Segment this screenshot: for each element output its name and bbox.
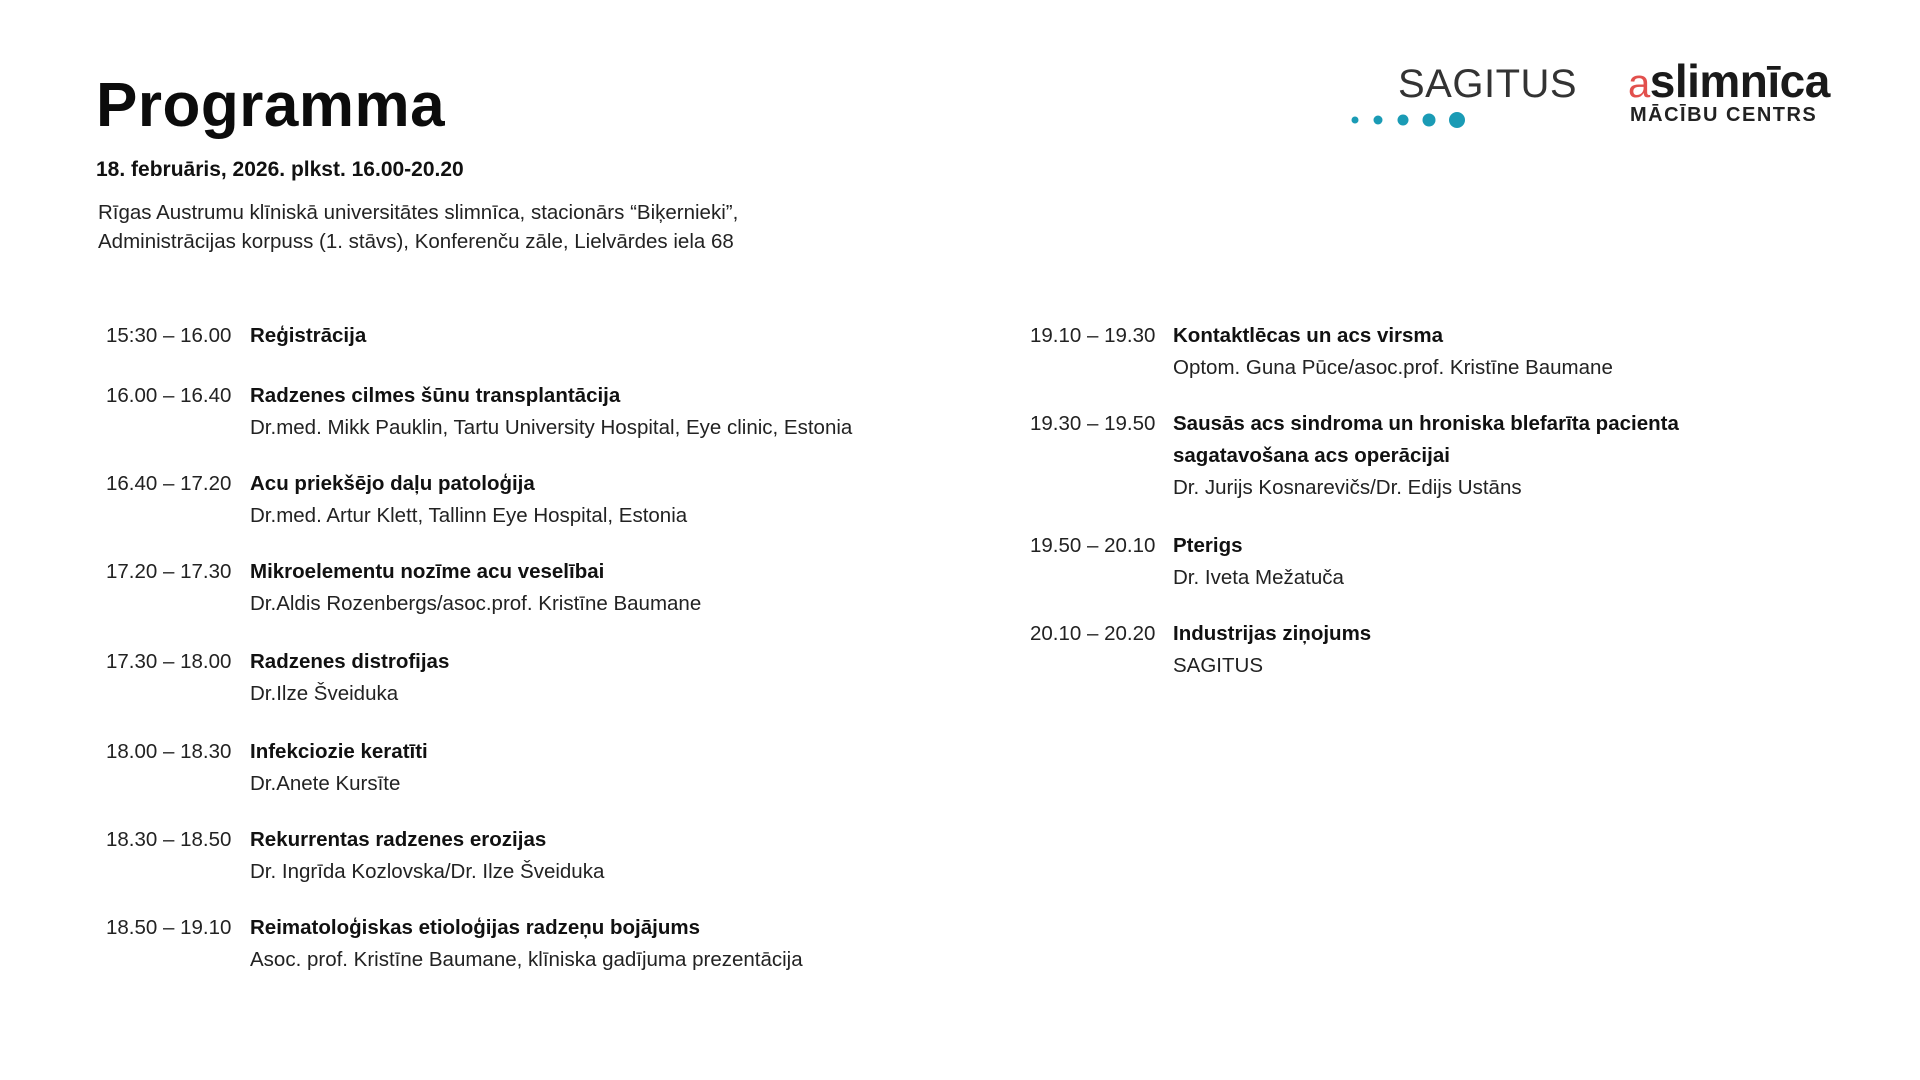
session-time: 18.30 – 18.50 [106,828,232,851]
schedule-row [106,320,366,352]
session-time: 19.50 – 20.10 [1030,534,1156,557]
session-topic: Mikroelementu nozīme acu veselībai [250,560,605,583]
session-speaker: Dr.med. Artur Klett, Tallinn Eye Hospital, Estonia [250,504,688,527]
event-venue [98,198,738,256]
session-speaker: Dr.Aldis Rozenbergs/asoc.prof. Kristīne Baumane [250,592,702,615]
session-topic: Pterigs [1173,534,1243,557]
session-time: 15:30 – 16.00 [106,324,232,347]
sagitus-logo-word: SAGITUS [1398,62,1578,106]
slimnica-logo-main [1628,54,1830,108]
slimnica-logo-sub: MĀCĪBU CENTRS [1630,104,1818,126]
session-topic: Infekciozie keratīti [250,740,428,763]
schedule-row [1030,408,1679,504]
slimnica-logo-a: a [1628,62,1650,106]
session-speaker: Dr.med. Mikk Pauklin, Tartu University Hospital, Eye clinic, Estonia [250,416,853,439]
session-time: 16.40 – 17.20 [106,472,232,495]
schedule-row [106,468,687,532]
schedule-row [106,824,604,888]
session-speaker: Dr. Iveta Mežatuča [1173,566,1344,589]
session-topic: Radzenes distrofijas [250,650,450,673]
session-time: 17.30 – 18.00 [106,650,232,673]
schedule-row [1030,320,1613,384]
schedule-row [106,646,449,710]
session-topic: Radzenes cilmes šūnu transplantācija [250,384,621,407]
session-topic: Acu priekšējo daļu patoloģija [250,472,535,495]
schedule-row [106,736,428,800]
session-time: 19.30 – 19.50 [1030,412,1156,435]
session-time: 18.00 – 18.30 [106,740,232,763]
schedule-row [106,912,803,976]
session-speaker: Dr. Ingrīda Kozlovska/Dr. Ilze Šveiduka [250,860,605,883]
session-topic: Industrijas ziņojums [1173,622,1372,645]
session-topic: Sausās acs sindroma un hroniska blefarīta pacienta [1173,412,1679,435]
session-topic: Reimatoloģiskas etioloģijas radzeņu bojājums [250,916,700,939]
session-speaker: Dr.Ilze Šveiduka [250,682,399,705]
sagitus-logo [1350,58,1590,138]
schedule-row [1030,530,1344,594]
session-time: 18.50 – 19.10 [106,916,232,939]
slimnica-logo-word: slimnīca [1649,55,1830,107]
session-speaker: SAGITUS [1173,654,1263,677]
venue-line-2: Administrācijas korpuss (1. stāvs), Konferenču zāle, Lielvārdes iela 68 [98,230,734,253]
venue-line-1: Rīgas Austrumu klīniskā universitātes slimnīca, stacionārs “Biķernieki”, [98,201,739,224]
sagitus-dots-icon [1350,108,1480,132]
session-speaker: Dr. Jurijs Kosnarevičs/Dr. Edijs Ustāns [1173,476,1522,499]
schedule-row [1030,618,1371,682]
session-topic: Rekurrentas radzenes erozijas [250,828,547,851]
slimnica-logo [1628,54,1828,134]
session-time: 17.20 – 17.30 [106,560,232,583]
event-date: 18. februāris, 2026. plkst. 16.00-20.20 [96,158,464,181]
session-time: 20.10 – 20.20 [1030,622,1156,645]
session-speaker: Dr.Anete Kursīte [250,772,401,795]
session-time: 19.10 – 19.30 [1030,324,1156,347]
page-title: Programma [96,71,446,140]
schedule-row [106,556,701,620]
session-topic: Reģistrācija [250,324,367,347]
session-topic: Kontaktlēcas un acs virsma [1173,324,1444,347]
session-speaker: Asoc. prof. Kristīne Baumane, klīniska gadījuma prezentācija [250,948,803,971]
session-speaker: Optom. Guna Pūce/asoc.prof. Kristīne Baumane [1173,356,1613,379]
session-topic-continued: sagatavošana acs operācijai [1173,444,1450,467]
session-time: 16.00 – 16.40 [106,384,232,407]
schedule-row [106,380,852,444]
